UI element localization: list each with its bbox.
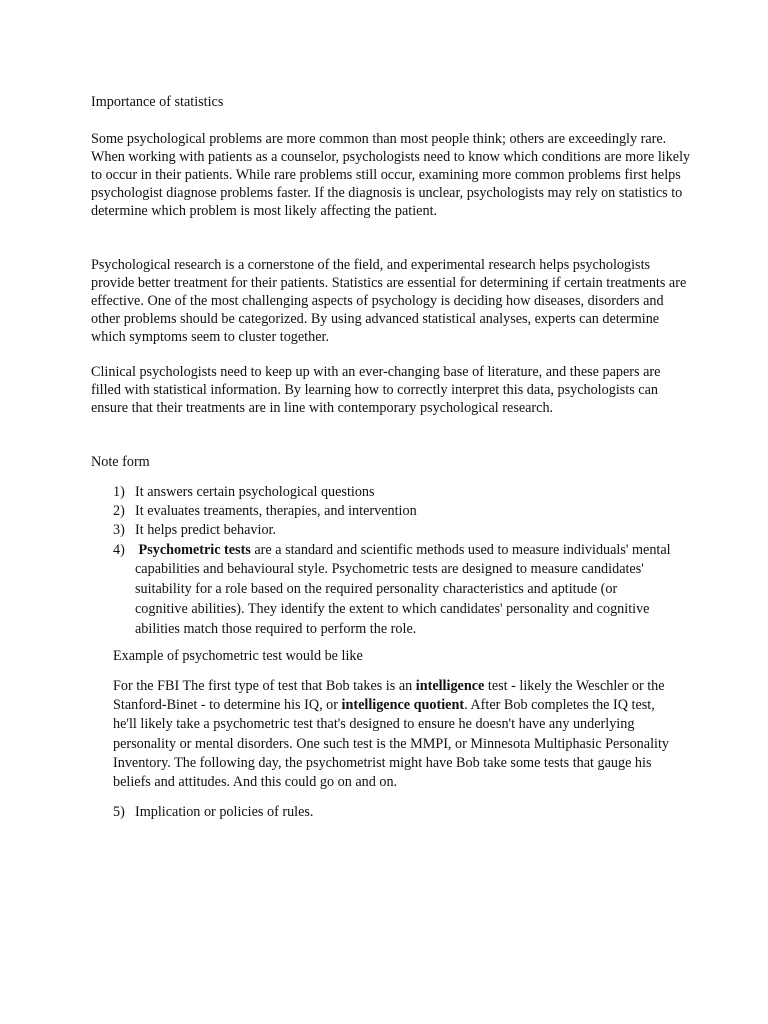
psychometric-tests-term: Psychometric tests xyxy=(138,541,251,558)
list-number: 3) xyxy=(113,522,125,539)
list-item xyxy=(113,502,673,521)
note-form-list xyxy=(113,483,673,640)
list-number: 5) xyxy=(113,804,125,820)
paragraph-research: Psychological research is a cornerstone of the field, and experimental research helps psychologists provide better treatment for their patients. Statistics are essential for determining if certain treatments are effective. One of the most challenging aspects of psychology is deciding how diseases, disorders and other problems should be categorized. By using advanced statistical analyses, experts can determine which symptoms seem to cluster together. xyxy=(91,257,687,345)
list-item-text: Implication or policies of rules. xyxy=(135,804,314,820)
list-item-text: It helps predict behavior. xyxy=(135,522,277,539)
list-number: 2) xyxy=(113,503,125,520)
list-number: 4) xyxy=(113,541,125,558)
list-item xyxy=(113,521,673,540)
fbi-text-part2: test - likely the Weschler or the Stanford-Binet - to determine his IQ, or xyxy=(113,678,665,714)
section-heading: Importance of statistics xyxy=(91,94,224,110)
fbi-example-paragraph xyxy=(113,677,673,792)
list-item xyxy=(113,483,673,502)
intelligence-term: intelligence xyxy=(415,678,485,694)
list-item-text: It evaluates treaments, therapies, and intervention xyxy=(135,503,417,520)
note-form-list-continued xyxy=(113,803,673,822)
example-label: Example of psychometric test would be like xyxy=(113,648,363,664)
list-item xyxy=(113,541,673,640)
paragraph-clinical-literature: Clinical psychologists need to keep up with an ever-changing base of literature, and these papers are filled with statistical information. By learning how to correctly interpret this data, psychologists can ensure that their treatments are in line with contemporary psychological research. xyxy=(91,364,661,416)
fbi-text-part3: . After Bob completes the IQ test, he'll likely take a psychometric test that's designed to ensure he doesn't have any underlying personality or mental disorders. One such test is the MMPI, or Minnesota Multiphasic Personality Inventory. The following day, the psychometrist might have Bob take some tests that gauge his beliefs and attitudes. And this could go on and on. xyxy=(113,697,669,791)
list-item-text: It answers certain psychological questions xyxy=(135,484,375,500)
fbi-text-part1: For the FBI The first type of test that Bob takes is an xyxy=(113,678,416,694)
list-item xyxy=(113,803,673,822)
note-form-label: Note form xyxy=(91,454,150,470)
list-item-text: are a standard and scientific methods used to measure individuals' mental capabilities and behavioural style. Psychometric tests are designed to measure candidates' suitability for a role based on the required personality characteristics and aptitude (or cognitive abilities). They identify the extent to which candidates' personality and cognitive abilities match those required to perform the role. xyxy=(135,541,671,637)
intelligence-quotient-term: intelligence quotient xyxy=(341,697,465,714)
paragraph-frequency-of-problems: Some psychological problems are more common than most people think; others are exceedingly rare. When working with patients as a counselor, psychologists need to know which conditions are more likely to occur in their patients. While rare problems still occur, examining more common problems first helps psychologist diagnose problems faster. If the diagnosis is unclear, psychologists may rely on statistics to determine which problem is most likely affecting the patient. xyxy=(91,131,691,219)
list-number: 1) xyxy=(113,484,125,500)
